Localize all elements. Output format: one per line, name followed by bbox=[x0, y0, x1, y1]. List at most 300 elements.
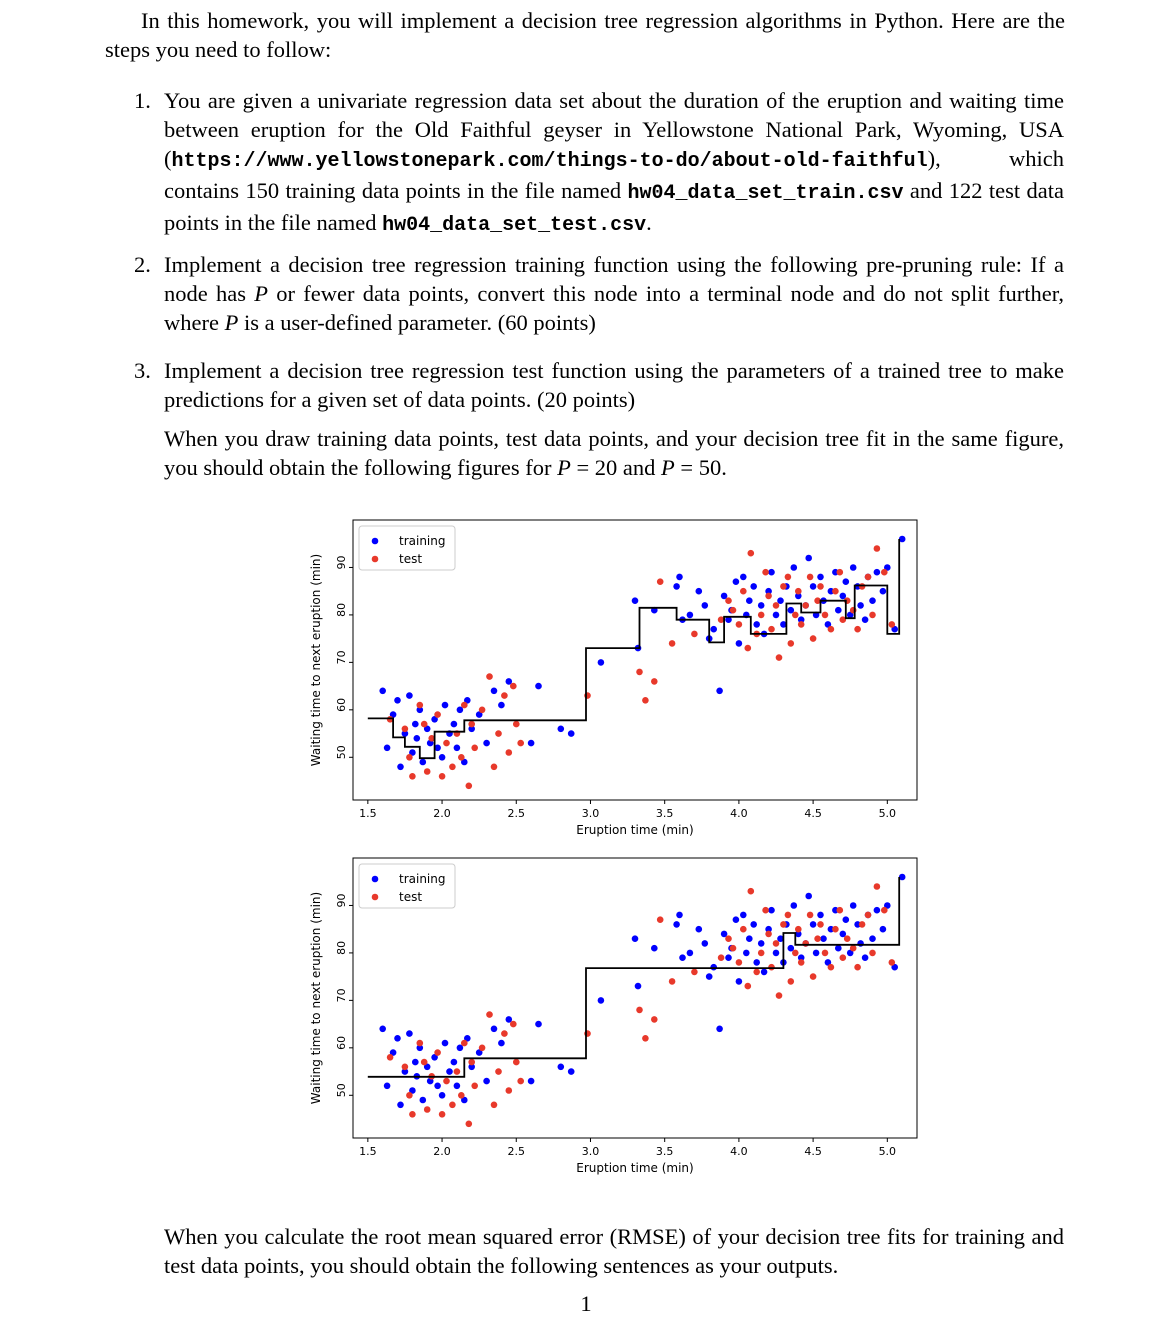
data-point-test bbox=[740, 926, 747, 933]
legend-label-training: training bbox=[399, 872, 446, 886]
data-point-test bbox=[491, 764, 498, 771]
data-point-training bbox=[750, 921, 757, 928]
data-point-training bbox=[880, 588, 887, 595]
data-point-training bbox=[773, 950, 780, 957]
data-point-test bbox=[765, 593, 772, 600]
y-tick-label: 50 bbox=[335, 1083, 348, 1098]
data-point-training bbox=[412, 1059, 419, 1066]
data-point-training bbox=[758, 602, 765, 609]
data-point-test bbox=[854, 964, 861, 971]
data-point-training bbox=[706, 973, 713, 980]
data-point-training bbox=[869, 597, 876, 604]
intro-paragraph: In this homework, you will implement a decision tree regression algorithms in Python. Here are the steps you need to follow: bbox=[105, 8, 1065, 62]
data-point-test bbox=[691, 631, 698, 638]
data-point-test bbox=[736, 959, 743, 966]
data-point-test bbox=[832, 588, 839, 595]
data-point-training bbox=[420, 1097, 427, 1104]
data-point-test bbox=[780, 583, 787, 590]
item2-text-c: is a user-defined parameter. (60 points) bbox=[238, 310, 596, 335]
list-number: 3. bbox=[134, 358, 151, 383]
data-point-training bbox=[805, 893, 812, 900]
data-point-training bbox=[758, 940, 765, 947]
list-item-1 bbox=[134, 86, 1064, 240]
data-point-test bbox=[409, 773, 416, 780]
data-point-training bbox=[753, 621, 760, 628]
data-point-test bbox=[417, 1040, 424, 1047]
item1-text-d: . bbox=[646, 210, 652, 235]
data-point-test bbox=[765, 931, 772, 938]
data-point-test bbox=[740, 588, 747, 595]
data-point-training bbox=[835, 607, 842, 614]
data-point-training bbox=[702, 940, 709, 947]
data-point-test bbox=[748, 550, 755, 557]
data-point-training bbox=[862, 616, 869, 623]
data-point-training bbox=[568, 1068, 575, 1075]
data-point-training bbox=[850, 902, 857, 909]
data-point-training bbox=[750, 583, 757, 590]
data-point-training bbox=[412, 721, 419, 728]
data-point-training bbox=[817, 912, 824, 919]
x-tick-label: 2.0 bbox=[433, 807, 451, 820]
data-point-training bbox=[394, 697, 401, 704]
data-point-test bbox=[776, 992, 783, 999]
x-axis-label: Eruption time (min) bbox=[576, 1161, 694, 1175]
data-point-training bbox=[384, 1083, 391, 1090]
data-point-training bbox=[817, 574, 824, 581]
data-point-test bbox=[642, 697, 649, 704]
data-point-test bbox=[458, 754, 465, 761]
list-item-3 bbox=[134, 356, 1064, 414]
data-point-training bbox=[810, 583, 817, 590]
data-point-test bbox=[439, 1111, 446, 1118]
y-tick-label: 50 bbox=[335, 745, 348, 760]
data-point-test bbox=[762, 569, 769, 576]
x-tick-label: 2.5 bbox=[507, 1145, 526, 1158]
data-point-test bbox=[513, 721, 520, 728]
y-tick-label: 70 bbox=[335, 988, 348, 1003]
data-point-training bbox=[773, 612, 780, 619]
data-point-training bbox=[676, 574, 683, 581]
y-tick-label: 80 bbox=[335, 602, 348, 617]
data-point-training bbox=[632, 597, 639, 604]
item2-text-a: Implement a decision tree regression training function using the following pre-pruning rule: If a node has bbox=[164, 252, 1064, 306]
data-point-test bbox=[859, 583, 866, 590]
data-point-training bbox=[397, 764, 404, 771]
data-point-test bbox=[822, 950, 829, 957]
data-point-test bbox=[495, 730, 502, 737]
data-point-training bbox=[835, 945, 842, 952]
data-point-test bbox=[506, 749, 513, 756]
train-filename: hw04_data_set_train.csv bbox=[627, 182, 904, 205]
data-point-test bbox=[439, 773, 446, 780]
data-point-test bbox=[421, 721, 428, 728]
figure-p20 bbox=[300, 510, 930, 840]
data-point-training bbox=[454, 745, 461, 752]
data-point-training bbox=[498, 1040, 505, 1047]
math-var: P bbox=[224, 310, 239, 335]
data-point-test bbox=[406, 754, 413, 761]
data-point-test bbox=[466, 783, 473, 790]
data-point-test bbox=[454, 1068, 461, 1075]
y-tick-label: 60 bbox=[335, 1035, 348, 1050]
data-point-training bbox=[857, 940, 864, 947]
item1-text-c: and 122 test data points in the file named bbox=[164, 178, 1064, 235]
rmse-paragraph: When you calculate the root mean squared error (RMSE) of your decision tree fits for training and test data points, you should obtain the following sentences as your outputs. bbox=[164, 1224, 1064, 1278]
data-point-test bbox=[869, 950, 876, 957]
x-tick-label: 4.0 bbox=[730, 807, 748, 820]
data-point-training bbox=[791, 902, 798, 909]
data-point-training bbox=[696, 588, 703, 595]
data-point-training bbox=[710, 626, 717, 633]
y-tick-label: 90 bbox=[335, 893, 348, 908]
math-var: P bbox=[661, 455, 675, 480]
data-point-training bbox=[736, 978, 743, 985]
y-tick-label: 90 bbox=[335, 555, 348, 570]
data-point-test bbox=[762, 907, 769, 914]
data-point-test bbox=[417, 702, 424, 709]
data-point-training bbox=[862, 954, 869, 961]
data-point-test bbox=[798, 959, 805, 966]
data-point-training bbox=[498, 702, 505, 709]
y-axis-label: Waiting time to next eruption (min) bbox=[309, 553, 323, 767]
data-point-test bbox=[788, 978, 795, 985]
data-point-training bbox=[442, 702, 449, 709]
data-point-test bbox=[814, 935, 821, 942]
data-point-test bbox=[718, 954, 725, 961]
data-point-test bbox=[501, 1030, 508, 1037]
data-point-training bbox=[869, 935, 876, 942]
data-point-training bbox=[558, 726, 565, 733]
test-filename: hw04_data_set_test.csv bbox=[382, 214, 647, 237]
x-tick-label: 3.5 bbox=[655, 1145, 674, 1158]
x-tick-label: 4.5 bbox=[804, 1145, 822, 1158]
list-number: 1. bbox=[134, 88, 151, 113]
legend-marker-test bbox=[372, 894, 379, 901]
data-point-test bbox=[768, 626, 775, 633]
data-point-test bbox=[434, 711, 441, 718]
data-point-test bbox=[881, 907, 888, 914]
data-point-training bbox=[743, 950, 750, 957]
data-point-test bbox=[874, 883, 881, 890]
geyser-url[interactable]: https://www.yellowstonepark.com/things-to-do/about-old-faithful bbox=[171, 150, 928, 173]
data-point-test bbox=[822, 612, 829, 619]
data-point-test bbox=[850, 945, 857, 952]
x-axis-label: Eruption time (min) bbox=[576, 823, 694, 837]
data-point-training bbox=[384, 745, 391, 752]
data-point-test bbox=[651, 1016, 658, 1023]
data-point-training bbox=[651, 945, 658, 952]
data-point-training bbox=[843, 578, 850, 585]
data-point-training bbox=[733, 578, 740, 585]
data-point-training bbox=[768, 569, 775, 576]
data-point-test bbox=[409, 1111, 416, 1118]
data-point-test bbox=[402, 1064, 409, 1071]
data-point-test bbox=[802, 602, 809, 609]
data-point-test bbox=[506, 1087, 513, 1094]
x-tick-label: 1.5 bbox=[359, 807, 377, 820]
data-point-training bbox=[598, 997, 605, 1004]
data-point-test bbox=[881, 569, 888, 576]
data-point-test bbox=[642, 1035, 649, 1042]
x-tick-label: 5.0 bbox=[878, 1145, 897, 1158]
item1-text-b: ), which contains 150 training data points in the file named bbox=[164, 146, 1064, 203]
data-point-test bbox=[657, 916, 664, 923]
figure-intro-paragraph bbox=[164, 424, 1064, 482]
data-point-test bbox=[745, 983, 752, 990]
data-point-training bbox=[725, 954, 732, 961]
page-number: 1 bbox=[580, 1291, 592, 1316]
data-point-training bbox=[696, 926, 703, 933]
data-point-test bbox=[421, 1059, 428, 1066]
data-point-training bbox=[491, 1026, 498, 1033]
x-tick-label: 2.5 bbox=[507, 807, 526, 820]
data-point-test bbox=[837, 907, 844, 914]
data-point-test bbox=[486, 673, 493, 680]
data-point-training bbox=[673, 583, 680, 590]
data-point-test bbox=[443, 1078, 450, 1085]
data-point-test bbox=[807, 574, 814, 581]
legend-label-test: test bbox=[399, 552, 423, 566]
legend bbox=[359, 526, 455, 570]
data-point-training bbox=[716, 1026, 723, 1033]
data-point-training bbox=[635, 983, 642, 990]
data-point-test bbox=[495, 1068, 502, 1075]
data-point-test bbox=[461, 1040, 468, 1047]
data-point-test bbox=[517, 740, 524, 747]
data-point-training bbox=[397, 1102, 404, 1109]
data-point-training bbox=[850, 564, 857, 571]
data-point-training bbox=[874, 907, 881, 914]
y-axis-label: Waiting time to next eruption (min) bbox=[309, 891, 323, 1105]
data-point-training bbox=[451, 721, 458, 728]
data-point-training bbox=[379, 688, 386, 695]
data-point-test bbox=[730, 945, 737, 952]
data-point-test bbox=[795, 588, 802, 595]
data-point-test bbox=[828, 626, 835, 633]
data-point-test bbox=[788, 640, 795, 647]
data-point-training bbox=[406, 692, 413, 699]
data-point-test bbox=[792, 612, 799, 619]
data-point-test bbox=[449, 764, 456, 771]
data-point-test bbox=[387, 1054, 394, 1061]
data-point-training bbox=[740, 574, 747, 581]
data-point-test bbox=[479, 707, 486, 714]
data-point-test bbox=[865, 912, 872, 919]
data-point-test bbox=[745, 645, 752, 652]
data-point-training bbox=[820, 935, 827, 942]
data-point-training bbox=[454, 1083, 461, 1090]
data-point-training bbox=[568, 730, 575, 737]
figure-intro-eq2: = 50. bbox=[674, 455, 727, 480]
data-point-training bbox=[394, 1035, 401, 1042]
legend-marker-training bbox=[372, 876, 379, 883]
legend-marker-training bbox=[372, 538, 379, 545]
data-point-test bbox=[725, 597, 732, 604]
data-point-training bbox=[535, 683, 542, 690]
data-point-training bbox=[379, 1026, 386, 1033]
figure-p50 bbox=[300, 848, 930, 1178]
data-point-test bbox=[889, 959, 896, 966]
legend-label-training: training bbox=[399, 534, 446, 548]
list-item-2 bbox=[134, 250, 1064, 337]
data-point-test bbox=[810, 635, 817, 642]
data-point-training bbox=[491, 688, 498, 695]
data-point-test bbox=[773, 940, 780, 947]
item1-text-a: You are given a univariate regression data set about the duration of the eruption and waiting time between eruption for the Old Faithful geyser in Yellowstone National Park, Wyoming, USA ( bbox=[164, 88, 1064, 171]
data-point-test bbox=[479, 1045, 486, 1052]
data-point-training bbox=[874, 569, 881, 576]
data-point-training bbox=[843, 916, 850, 923]
data-point-test bbox=[513, 1059, 520, 1066]
data-point-test bbox=[785, 912, 792, 919]
legend-label-test: test bbox=[399, 890, 423, 904]
data-point-training bbox=[406, 1030, 413, 1037]
y-tick-label: 60 bbox=[335, 697, 348, 712]
data-point-training bbox=[451, 1059, 458, 1066]
data-point-test bbox=[773, 602, 780, 609]
data-point-test bbox=[798, 621, 805, 628]
data-point-test bbox=[471, 1083, 478, 1090]
data-point-test bbox=[510, 1021, 517, 1028]
data-point-test bbox=[636, 669, 643, 676]
data-point-test bbox=[795, 926, 802, 933]
data-point-test bbox=[434, 1049, 441, 1056]
legend-marker-test bbox=[372, 556, 379, 563]
data-point-test bbox=[669, 978, 676, 985]
data-point-test bbox=[517, 1078, 524, 1085]
legend bbox=[359, 864, 455, 908]
data-point-test bbox=[748, 888, 755, 895]
data-point-test bbox=[837, 569, 844, 576]
x-tick-label: 1.5 bbox=[359, 1145, 377, 1158]
data-point-training bbox=[805, 555, 812, 562]
data-point-training bbox=[535, 1021, 542, 1028]
data-point-test bbox=[817, 921, 824, 928]
data-point-training bbox=[753, 959, 760, 966]
data-point-training bbox=[736, 640, 743, 647]
x-tick-label: 4.0 bbox=[730, 1145, 748, 1158]
data-point-test bbox=[449, 1102, 456, 1109]
data-point-training bbox=[558, 1064, 565, 1071]
data-point-training bbox=[813, 950, 820, 957]
data-point-training bbox=[483, 1078, 490, 1085]
data-point-test bbox=[874, 545, 881, 552]
data-point-test bbox=[776, 654, 783, 661]
math-var: P bbox=[254, 281, 268, 306]
data-point-test bbox=[780, 921, 787, 928]
data-point-training bbox=[687, 612, 694, 619]
list-item-text bbox=[164, 250, 1064, 337]
data-point-training bbox=[483, 740, 490, 747]
data-point-test bbox=[869, 612, 876, 619]
data-point-training bbox=[733, 916, 740, 923]
data-point-training bbox=[761, 969, 768, 976]
data-point-test bbox=[725, 935, 732, 942]
data-point-test bbox=[807, 912, 814, 919]
data-point-test bbox=[510, 683, 517, 690]
data-point-training bbox=[632, 935, 639, 942]
data-point-test bbox=[491, 1102, 498, 1109]
figure-intro-eq1: = 20 and bbox=[570, 455, 662, 480]
data-point-test bbox=[854, 626, 861, 633]
data-point-test bbox=[424, 1106, 431, 1113]
data-point-test bbox=[468, 1059, 475, 1066]
list-number: 2. bbox=[134, 252, 151, 277]
data-point-test bbox=[468, 721, 475, 728]
x-tick-label: 5.0 bbox=[878, 807, 897, 820]
data-point-test bbox=[657, 578, 664, 585]
data-point-test bbox=[443, 740, 450, 747]
y-tick-label: 80 bbox=[335, 940, 348, 955]
data-point-training bbox=[528, 1078, 535, 1085]
data-point-test bbox=[840, 954, 847, 961]
data-point-test bbox=[458, 1092, 465, 1099]
data-point-test bbox=[802, 940, 809, 947]
data-point-test bbox=[889, 621, 896, 628]
data-point-training bbox=[679, 954, 686, 961]
data-point-training bbox=[810, 921, 817, 928]
data-point-training bbox=[598, 659, 605, 666]
data-point-test bbox=[730, 607, 737, 614]
x-tick-label: 2.0 bbox=[433, 1145, 451, 1158]
data-point-training bbox=[420, 759, 427, 766]
data-point-test bbox=[832, 926, 839, 933]
data-point-test bbox=[466, 1121, 473, 1128]
data-point-training bbox=[442, 1040, 449, 1047]
data-point-training bbox=[791, 564, 798, 571]
data-point-training bbox=[414, 735, 421, 742]
data-point-training bbox=[439, 754, 446, 761]
data-point-training bbox=[716, 688, 723, 695]
data-point-test bbox=[865, 574, 872, 581]
data-point-training bbox=[676, 912, 683, 919]
data-point-training bbox=[434, 1083, 441, 1090]
data-point-training bbox=[439, 1092, 446, 1099]
data-point-test bbox=[792, 950, 799, 957]
data-point-training bbox=[880, 926, 887, 933]
data-point-test bbox=[651, 678, 658, 685]
data-point-training bbox=[673, 921, 680, 928]
math-var: P bbox=[557, 455, 571, 480]
x-tick-label: 3.5 bbox=[655, 807, 674, 820]
data-point-test bbox=[461, 702, 468, 709]
data-point-test bbox=[817, 583, 824, 590]
data-point-test bbox=[810, 973, 817, 980]
data-point-test bbox=[424, 768, 431, 775]
data-point-test bbox=[844, 935, 851, 942]
data-point-test bbox=[501, 692, 508, 699]
data-point-training bbox=[687, 950, 694, 957]
data-point-test bbox=[471, 745, 478, 752]
data-point-test bbox=[828, 964, 835, 971]
list-item-text bbox=[164, 86, 1064, 240]
data-point-test bbox=[402, 726, 409, 733]
data-point-training bbox=[768, 907, 775, 914]
y-tick-label: 70 bbox=[335, 650, 348, 665]
data-point-test bbox=[486, 1011, 493, 1018]
list-item-text: Implement a decision tree regression test function using the parameters of a trained tree to make predictions for a given set of data points. (20 points) bbox=[164, 358, 1064, 412]
data-point-training bbox=[746, 935, 753, 942]
data-point-test bbox=[636, 1007, 643, 1014]
x-tick-label: 4.5 bbox=[804, 807, 822, 820]
data-point-training bbox=[702, 602, 709, 609]
item2-text-b: or fewer data points, convert this node into a terminal node and do not split further, where bbox=[164, 281, 1065, 335]
data-point-test bbox=[736, 621, 743, 628]
data-point-training bbox=[746, 597, 753, 604]
data-point-training bbox=[446, 1068, 453, 1075]
x-tick-label: 3.0 bbox=[581, 1145, 600, 1158]
data-point-test bbox=[753, 969, 760, 976]
